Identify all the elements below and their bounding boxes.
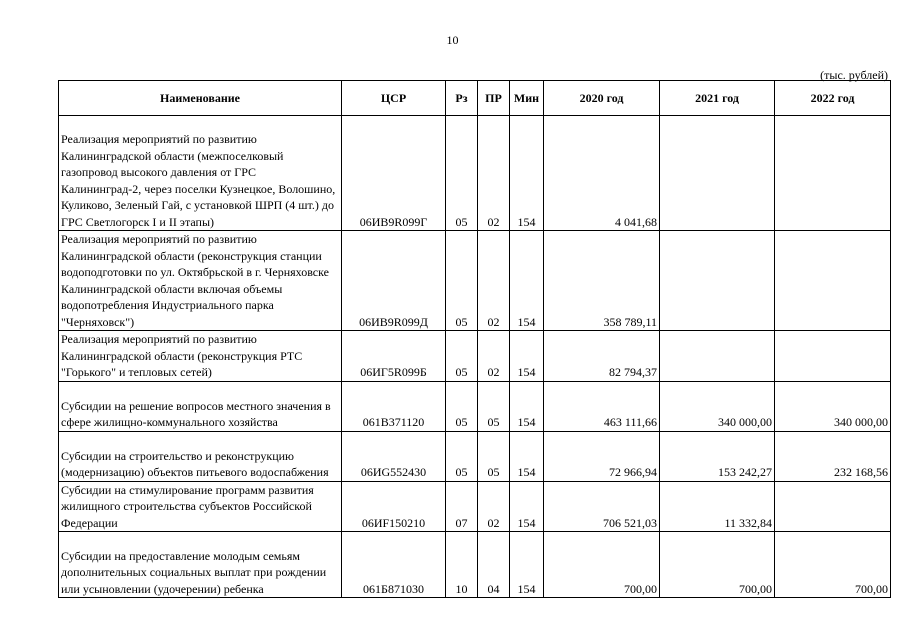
row-2021: 11 332,84: [660, 481, 775, 532]
row-pr: 04: [478, 532, 510, 598]
row-2020: 4 041,68: [544, 116, 660, 231]
row-rz: 05: [446, 331, 478, 382]
row-pr: 05: [478, 381, 510, 431]
header-csr: ЦСР: [342, 81, 446, 116]
row-name: Субсидии на предоставление молодым семьям дополнительных социальных выплат при рождении или усыновлении (удочерении) ребенка: [59, 532, 342, 598]
table-row: [59, 331, 891, 382]
row-rz: 10: [446, 532, 478, 598]
row-min: 154: [510, 481, 544, 532]
header-2020: 2020 год: [544, 81, 660, 116]
header-rz: Рз: [446, 81, 478, 116]
row-2022: [775, 231, 891, 331]
row-2022: 232 168,56: [775, 431, 891, 481]
row-2020: 358 789,11: [544, 231, 660, 331]
row-csr: 06ИF150210: [342, 481, 446, 532]
row-2022: [775, 331, 891, 382]
row-2021: [660, 331, 775, 382]
row-name: Реализация мероприятий по развитию Калининградской области (межпоселковый газопровод высокого давления от ГРС Калининград-2, через поселки Кузнецкое, Волошино, Куликово, Зеленый Гай, с установкой ШРП (4 шт.) до ГРС Светлогорск I и II этапы): [59, 116, 342, 231]
row-csr: 06ИВ9R099Г: [342, 116, 446, 231]
row-rz: 05: [446, 116, 478, 231]
row-min: 154: [510, 381, 544, 431]
row-rz: 05: [446, 431, 478, 481]
row-csr: 06ИВ9R099Д: [342, 231, 446, 331]
header-pr: ПР: [478, 81, 510, 116]
table-row: [59, 431, 891, 481]
row-2021: [660, 116, 775, 231]
table-row: [59, 116, 891, 231]
row-csr: 06ИG552430: [342, 431, 446, 481]
row-min: 154: [510, 231, 544, 331]
row-name: Субсидии на решение вопросов местного значения в сфере жилищно-коммунального хозяйства: [59, 381, 342, 431]
row-rz: 07: [446, 481, 478, 532]
row-min: 154: [510, 331, 544, 382]
header-min: Мин: [510, 81, 544, 116]
row-2021: [660, 231, 775, 331]
table-row: [59, 481, 891, 532]
row-2022: [775, 481, 891, 532]
units-label: (тыс. рублей): [820, 68, 888, 82]
table-row: [59, 532, 891, 598]
row-2021: 340 000,00: [660, 381, 775, 431]
table-row: [59, 231, 891, 331]
header-name: Наименование: [59, 81, 342, 116]
row-2022: 700,00: [775, 532, 891, 598]
row-pr: 02: [478, 116, 510, 231]
page-number: 10: [446, 33, 459, 47]
row-min: 154: [510, 532, 544, 598]
row-rz: 05: [446, 381, 478, 431]
row-pr: 02: [478, 231, 510, 331]
row-min: 154: [510, 116, 544, 231]
row-name: Реализация мероприятий по развитию Калининградской области (реконструкция станции водоподготовки по ул. Октябрьской в г. Черняховске Калининградской области включая объемы водопотребления Индустриального парка "Черняховск"): [59, 231, 342, 331]
row-2021: 700,00: [660, 532, 775, 598]
row-csr: 06ИГ5R099Б: [342, 331, 446, 382]
row-2020: 700,00: [544, 532, 660, 598]
header-2022: 2022 год: [775, 81, 891, 116]
row-min: 154: [510, 431, 544, 481]
row-2020: 72 966,94: [544, 431, 660, 481]
row-csr: 061В371120: [342, 381, 446, 431]
header-2021: 2021 год: [660, 81, 775, 116]
row-name: Субсидии на стимулирование программ развития жилищного строительства субъектов Российской Федерации: [59, 481, 342, 532]
row-rz: 05: [446, 231, 478, 331]
row-name: Субсидии на строительство и реконструкцию (модернизацию) объектов питьевого водоспабжения: [59, 431, 342, 481]
row-name: Реализация мероприятий по развитию Калининградской области (реконструкция РТС "Горького" и тепловых сетей): [59, 331, 342, 382]
row-2020: 463 111,66: [544, 381, 660, 431]
budget-table: [58, 80, 891, 598]
table-row: [59, 381, 891, 431]
row-2022: 340 000,00: [775, 381, 891, 431]
row-2020: 706 521,03: [544, 481, 660, 532]
row-csr: 061Б871030: [342, 532, 446, 598]
row-pr: 05: [478, 431, 510, 481]
row-pr: 02: [478, 481, 510, 532]
row-2022: [775, 116, 891, 231]
row-pr: 02: [478, 331, 510, 382]
row-2021: 153 242,27: [660, 431, 775, 481]
row-2020: 82 794,37: [544, 331, 660, 382]
header-row: [59, 81, 891, 116]
